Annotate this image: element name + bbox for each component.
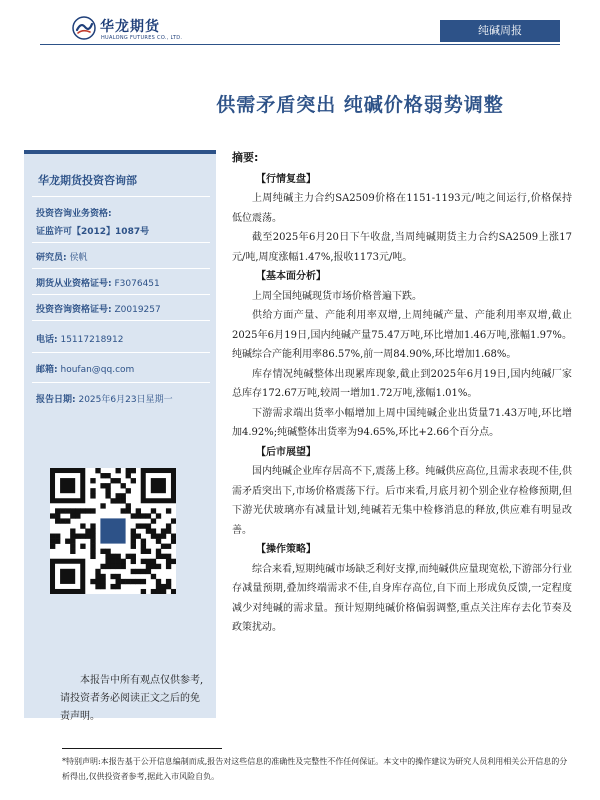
sidebar-heading: 华龙期货投资咨询部 — [38, 174, 137, 187]
sidebar-disclaimer: 本报告中所有观点仅供参考,请投资者务必阅读正文之后的免责声明。 — [60, 675, 204, 722]
section-paragraph: 库存情况纯碱整体出现累库现象,截止到2025年6月19日,国内纯碱厂家总库存172.67万吨,较周一增加1.72万吨,涨幅1.01%。 — [232, 368, 572, 399]
header-divider — [40, 44, 560, 45]
summary-label: 摘要: — [232, 151, 259, 164]
report-type-badge: 纯碱周报 — [440, 20, 560, 42]
dragon-logo-icon — [72, 16, 96, 40]
sidebar-futures-cert: 期货从业资格证号: F3076451 — [36, 279, 160, 289]
logo-text: 华龙期货 — [100, 19, 160, 35]
sidebar-divider — [32, 320, 210, 321]
sidebar-advisory-cert: 投资咨询资格证号: Z0019257 — [36, 305, 161, 315]
section-paragraph: 供给方面产量、产能利用率双增,上周纯碱产量、产能利用率双增,截止2025年6月19日,国内纯碱产量75.47万吨,环比增加1.46万吨,涨幅1.97%。纯碱综合产能利用率86.57%,前一周84.90%,环比增加1.68%。 — [232, 310, 572, 360]
sidebar-top-border — [24, 150, 216, 154]
sidebar-license: 证监许可【2012】1087号 — [36, 227, 150, 237]
footer-disclaimer: *特别声明:本报告基于公开信息编制而成,报告对这些信息的准确性及完整性不作任何保证。本文中的操作建议为研究人员利用相关公开信息的分析得出,仅供投资者参考,据此入市风险自负。 — [62, 757, 568, 781]
sidebar-email: 邮箱: houfan@qq.com — [36, 365, 135, 375]
section-heading: 【行情复盘】 — [256, 173, 316, 185]
section-paragraph: 国内纯碱企业库存居高不下,震荡上移。纯碱供应高位,且需求表现不佳,供需矛盾突出下,市场价格震荡下行。后市来看,月底月初个别企业存检修预期,但下游光伏玻璃亦有减量计划,纯碱若无集中检修消息的释放,供应难有明显改善。 — [232, 466, 572, 536]
section-paragraph: 上周全国纯碱现货市场价格普遍下跌。 — [252, 290, 422, 302]
footer-divider — [62, 748, 222, 749]
sidebar-researcher: 研究员: 侯帆 — [36, 253, 88, 263]
summary-content — [232, 148, 572, 638]
section-heading: 【操作策略】 — [256, 544, 316, 555]
section-paragraph: 下游需求端出货率小幅增加上周中国纯碱企业出货量71.43万吨,环比增加4.92%;纯碱整体出货率为94.65%,环比+2.66个百分点。 — [232, 407, 572, 438]
sidebar-report-date: 报告日期: 2025年6月23日星期一 — [36, 395, 173, 405]
section-paragraph: 综合来看,短期纯碱市场缺乏利好支撑,而纯碱供应量现宽松,下游部分行业存减量预期,叠加终端需求不佳,自身库存高位,自下而上形成负反馈,一定程度减少对纯碱的需求量。预计短期纯碱价格偏弱调整,重点关注库存去化节奏及政策扰动。 — [232, 563, 572, 633]
sidebar-divider — [32, 294, 210, 295]
qr-code — [50, 468, 176, 594]
section-paragraph: 截至2025年6月20日下午收盘,当周纯碱期货主力合约SA2509上涨17元/吨,周度涨幅1.47%,报收1173元/吨。 — [232, 232, 572, 263]
qr-code-icon — [50, 468, 176, 594]
sidebar-phone: 电话: 15117218912 — [36, 335, 124, 345]
sidebar-divider — [32, 352, 210, 353]
sidebar-divider — [32, 196, 210, 197]
logo-subtext: HUALONG FUTURES CO., LTD. — [101, 35, 183, 41]
section-heading: 【基本面分析】 — [256, 271, 326, 282]
section-paragraph: 上周纯碱主力合约SA2509价格在1151-1193元/吨之间运行,价格保持低位震荡。 — [232, 193, 572, 224]
sidebar-divider — [32, 268, 210, 269]
sidebar-qualification-label: 投资咨询业务资格: — [36, 209, 112, 219]
section-heading: 【后市展望】 — [256, 446, 316, 458]
report-title: 供需矛盾突出 纯碱价格弱势调整 — [216, 94, 504, 116]
company-logo — [72, 14, 182, 44]
sidebar-divider — [32, 382, 210, 383]
sidebar-divider — [32, 242, 210, 243]
